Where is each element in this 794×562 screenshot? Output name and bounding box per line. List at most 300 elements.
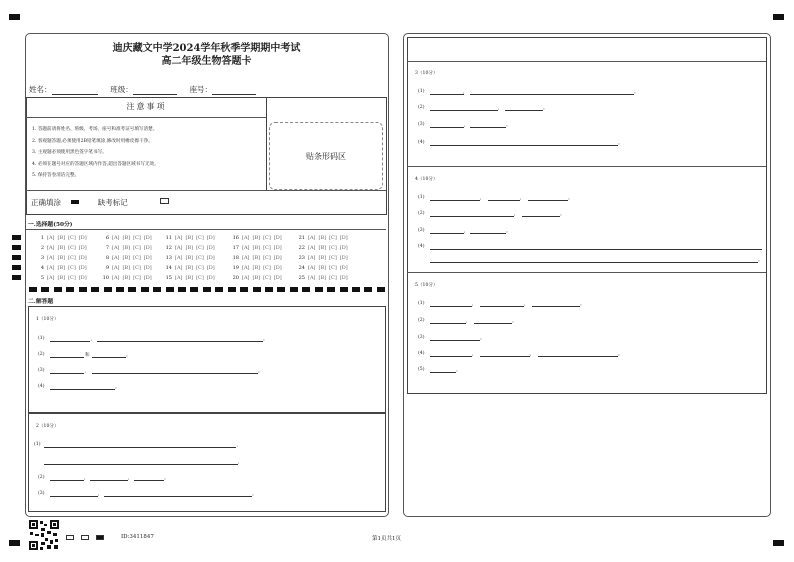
choice-bubble[interactable]: [C] [133,235,141,241]
question-number: 3 [40,255,44,261]
q4-answer-line[interactable] [430,233,464,234]
q5-line1-label: (1) [418,301,425,306]
choice-row [101,273,152,283]
choice-bubble[interactable]: [C] [196,235,204,241]
choice-bubble[interactable]: [A] [112,265,120,271]
punct: ， [238,460,243,465]
choice-bubble[interactable]: [B] [185,245,194,251]
choice-column [297,233,348,283]
timing-mark [166,287,174,292]
choice-bubble[interactable]: [C] [263,235,271,241]
q4-line2-label: (2) [418,211,425,216]
timing-mark [79,287,87,292]
q1-answer-line[interactable] [92,357,126,358]
choice-bubble[interactable]: [B] [252,235,261,241]
question-number: 10 [102,275,109,281]
choice-bubble[interactable]: [A] [47,255,55,261]
q2-answer-line[interactable] [134,480,164,481]
q1-line4-label: (4) [38,384,45,389]
q3-answer-line[interactable] [470,94,634,95]
choice-bubble[interactable]: [A] [47,235,55,241]
q3-answer-line[interactable] [430,145,618,146]
choice-bubble[interactable]: [C] [329,275,337,281]
choice-bubble[interactable]: [C] [263,275,271,281]
q2-line1-label: (1) [34,442,41,447]
q1-line2-label: (2) [38,352,45,357]
choice-bubble[interactable]: [A] [47,265,55,271]
question-number: 19 [232,265,239,271]
choice-bubble[interactable]: [D] [273,245,282,251]
q1-answer-line[interactable] [50,373,84,374]
timing-mark [116,287,124,292]
timing-mark [41,287,49,292]
choice-row [101,243,152,253]
q4-answer-line[interactable] [488,200,520,201]
row-mark [12,255,21,260]
q5-line3-label: (3) [418,335,425,340]
choice-bubble[interactable]: [D] [143,235,152,241]
notice-title: 注意事项 [126,102,167,111]
notice-item: 4. 必须在题号对应的答题区域内作答,超出答题区域书写无效。 [32,161,159,167]
choice-row [231,233,282,243]
notice-item: 1. 答题前请将姓名、班级、考场、座号和准考证号填写清楚。 [32,127,158,132]
choice-row [36,233,87,243]
choice-bubble[interactable]: [D] [78,275,87,281]
choice-bubble[interactable]: [A] [242,245,250,251]
choice-bubble[interactable]: [D] [206,265,215,271]
choice-column [231,233,282,283]
q2-answer-line[interactable] [50,480,84,481]
timing-mark [178,287,186,292]
choice-bubble[interactable]: [D] [78,245,87,251]
choice-bubble[interactable]: [D] [339,235,348,241]
q5-answer-line[interactable] [430,323,466,324]
q5-line4-label: (4) [418,351,425,356]
choice-bubble[interactable]: [A] [175,255,183,261]
choice-bubble[interactable]: [C] [133,255,141,261]
punct: 。 [758,258,763,263]
q4-line1-label: (1) [418,195,425,200]
timing-mark [141,287,149,292]
barcode-area [269,122,383,190]
choice-bubble[interactable]: [B] [318,245,327,251]
choice-row [36,243,87,253]
choice-bubble[interactable]: [C] [196,265,204,271]
row-mark [12,235,21,240]
punct: ， [498,106,503,111]
q4-answer-line[interactable] [522,216,560,217]
q4-answer-line[interactable] [430,216,514,217]
choice-bubble[interactable]: [D] [78,235,87,241]
student-info-row [29,84,256,95]
section1-divider [26,229,386,230]
punct: 。 [164,476,169,481]
choice-bubble[interactable]: [A] [308,245,316,251]
class-field[interactable] [133,86,177,95]
choice-bubble[interactable]: [A] [112,245,120,251]
q2-answer-line[interactable] [44,464,238,465]
q1-answer-line[interactable] [97,341,263,342]
choice-bubble[interactable]: [B] [57,275,66,281]
choice-row [101,253,152,263]
notice-item: 3. 主观题必须使用黑色签字笔书写。 [32,150,107,156]
question-number: 2 [40,245,44,251]
absent-mark-label: 缺考标记 [97,198,128,207]
choice-bubble[interactable]: [A] [175,245,183,251]
timing-mark [327,287,335,292]
barcode-label: 贴条形码区 [306,151,346,161]
q4-answer-line[interactable] [430,249,762,250]
choice-bubble[interactable]: [B] [122,275,131,281]
q1-line1-label: (1) [38,336,45,341]
timing-mark [104,287,112,292]
q4-answer-line[interactable] [430,200,480,201]
q3-line3-label: (3) [418,122,425,127]
choice-row [164,243,215,253]
punct: 。 [506,123,511,128]
punct: 。 [126,353,131,358]
choice-bubble[interactable]: [C] [196,275,204,281]
q2-line3-label: (3) [38,491,45,496]
registration-mark [9,14,20,20]
q3-answer-line[interactable] [505,110,543,111]
timing-mark [190,287,198,292]
question-number: 4 [40,265,44,271]
section1-title: 一.选择题(50分) [28,222,73,228]
choice-bubble[interactable]: [C] [263,265,271,271]
choice-bubble[interactable]: [C] [329,235,337,241]
choice-bubble[interactable]: [B] [318,235,327,241]
choice-bubble[interactable]: [C] [263,255,271,261]
choice-bubble[interactable]: [B] [57,235,66,241]
choice-bubble[interactable]: [C] [68,275,76,281]
q5-answer-line[interactable] [538,356,618,357]
punct: 。 [568,196,573,201]
q2-line2-label: (2) [38,475,45,480]
punct: 。 [560,212,565,217]
q4-answer-line[interactable] [430,262,758,263]
question-number: 20 [232,275,239,281]
q5-answer-line[interactable] [430,306,472,307]
q1-answer-line[interactable] [50,357,84,358]
choice-column [101,233,152,283]
row-mark [12,265,21,270]
q4-answer-line[interactable] [528,200,568,201]
choice-bubble[interactable]: [D] [206,275,215,281]
choice-row [297,273,348,283]
choice-row [297,243,348,253]
q2-answer-line[interactable] [50,496,98,497]
choice-bubble[interactable]: [D] [206,235,215,241]
footer-box-filled [96,535,104,540]
timing-mark [240,287,248,292]
question-number: 8 [105,255,109,261]
q2-answer-line[interactable] [44,447,236,448]
choice-bubble[interactable]: [C] [329,255,337,261]
choice-column [36,233,87,283]
notice-list [32,124,159,182]
question-number: 11 [165,235,172,241]
notice-title-divider [26,117,266,118]
q3-answer-line[interactable] [430,94,464,95]
choice-bubble[interactable]: [D] [78,265,87,271]
timing-mark [277,287,285,292]
q4-answer-line[interactable] [470,233,506,234]
question-number: 6 [105,235,109,241]
q1-answer-line[interactable] [92,373,258,374]
punct: 。 [258,369,263,374]
choice-bubble[interactable]: [A] [308,275,316,281]
question-number: 16 [232,235,239,241]
question-number: 15 [165,275,172,281]
punct: 。 [263,337,268,342]
q4-line3-label: (3) [418,228,425,233]
q5-head: 5（10分） [415,283,438,288]
choice-bubble[interactable]: [B] [122,255,131,261]
timing-mark [29,287,37,292]
punct: ， [524,302,529,307]
choice-bubble[interactable]: [A] [308,255,316,261]
choice-bubble[interactable]: [B] [252,275,261,281]
choice-bubble[interactable]: [B] [185,255,194,261]
seat-label: 座号： [189,85,213,94]
timing-mark [290,287,298,292]
choice-bubble[interactable]: [A] [242,235,250,241]
choice-bubble[interactable]: [B] [318,255,327,261]
q5-answer-line[interactable] [430,356,472,357]
choice-row [36,253,87,263]
punct: ， [464,123,469,128]
choice-bubble[interactable]: [A] [242,265,250,271]
correct-fill-sample [71,200,79,204]
choice-bubble[interactable]: [A] [112,255,120,261]
q2-answer-line[interactable] [90,480,128,481]
q3-answer-line[interactable] [430,127,464,128]
q5-answer-line[interactable] [474,323,512,324]
row-mark [12,245,21,250]
section2-title: 二.解答题 [28,299,54,305]
choice-column [164,233,215,283]
choice-bubble[interactable]: [B] [122,245,131,251]
punct: ， [84,476,89,481]
notice-item: 2. 客观题答题,必须使用2B铅笔填涂,修改时用橡皮擦干净。 [32,138,153,144]
punct: ， [466,319,471,324]
choice-bubble[interactable]: [A] [308,235,316,241]
choice-row [101,263,152,273]
q2-box [28,412,386,512]
timing-mark [352,287,360,292]
q1-line3-label: (3) [38,368,45,373]
choice-bubble[interactable]: [D] [339,245,348,251]
choice-bubble[interactable]: [B] [57,265,66,271]
q4-head: 4（10分） [415,177,438,182]
choice-bubble[interactable]: [D] [143,255,152,261]
choice-bubble[interactable]: [D] [273,235,282,241]
choice-bubble[interactable]: [C] [133,245,141,251]
choice-bubble[interactable]: [C] [68,235,76,241]
choice-bubble[interactable]: [C] [196,255,204,261]
name-label: 姓名： [29,85,52,94]
choice-bubble[interactable]: [D] [273,255,282,261]
choice-row [231,263,282,273]
choice-bubble[interactable]: [C] [133,275,141,281]
choice-bubble[interactable]: [C] [133,265,141,271]
q5-line5-label: (5) [418,367,425,372]
question-number: 21 [298,235,305,241]
punct: ， [472,302,477,307]
q3-line4-label: (4) [418,140,425,145]
choice-bubble[interactable]: [D] [339,265,348,271]
choice-bubble[interactable]: [C] [68,265,76,271]
punct: 。 [618,352,623,357]
choice-bubble[interactable]: [C] [68,255,76,261]
choice-bubble[interactable]: [D] [339,255,348,261]
timing-mark [340,287,348,292]
choice-bubble[interactable]: [C] [329,265,337,271]
choice-bubble[interactable]: [B] [318,265,327,271]
choice-row [101,233,152,243]
timing-mark [364,287,372,292]
q5-answer-line[interactable] [480,356,530,357]
page-number: 第1页共1页 [372,536,401,542]
exam-title: 迪庆藏文中学2024学年秋季学期期中考试 [112,43,301,54]
choice-row [164,263,215,273]
seat-field[interactable] [212,86,256,95]
choice-bubble[interactable]: [B] [185,235,194,241]
footer-box [81,535,89,540]
question-number: 12 [165,245,172,251]
choice-bubble[interactable]: [D] [143,265,152,271]
punct: ， [91,337,96,342]
punct: 。 [252,492,257,497]
q5-answer-line[interactable] [532,306,580,307]
choice-bubble[interactable]: [C] [329,245,337,251]
q4-line4-label: (4) [418,244,425,249]
choice-row [164,273,215,283]
choice-bubble[interactable]: [B] [252,255,261,261]
q1-head: 1（10分） [36,317,59,322]
choice-bubble[interactable]: [A] [175,235,183,241]
choice-bubble[interactable]: [B] [252,245,261,251]
q5-answer-line[interactable] [430,372,456,373]
choice-bubble[interactable]: [D] [273,275,282,281]
right-divider [407,272,766,273]
choice-row [297,263,348,273]
question-number: 5 [40,275,44,281]
absent-mark-checkbox[interactable] [160,198,169,204]
timing-mark [228,287,236,292]
choice-bubble[interactable]: [D] [206,255,215,261]
punct: ， [128,476,133,481]
choice-bubble[interactable]: [A] [242,275,250,281]
choice-bubble[interactable]: [B] [185,275,194,281]
q3-answer-line[interactable] [470,127,506,128]
question-number: 18 [232,255,239,261]
timing-mark [128,287,136,292]
choice-bubble[interactable]: [A] [112,275,120,281]
choice-bubble[interactable]: [D] [273,265,282,271]
choice-bubble[interactable]: [D] [206,245,215,251]
registration-mark [9,540,20,546]
choice-bubble[interactable]: [B] [252,265,261,271]
notice-bottom-divider [26,190,386,191]
choice-bubble[interactable]: [B] [57,255,66,261]
punct: 。 [580,302,585,307]
punct: ， [85,369,90,374]
choice-bubble[interactable]: [D] [143,275,152,281]
question-number: 9 [105,265,109,271]
question-number: 14 [165,265,172,271]
footer-box [66,535,74,540]
choice-row [231,253,282,263]
notice-item: 5. 保持答卷清洁完整。 [32,173,80,179]
question-number: 13 [165,255,172,261]
timing-mark [66,287,74,292]
punct: 。 [480,336,485,341]
choice-bubble[interactable]: [A] [47,275,55,281]
right-divider [407,61,766,62]
punct: 。 [543,106,548,111]
q3-line2-label: (2) [418,105,425,110]
choice-row [36,263,87,273]
timing-mark [203,287,211,292]
timing-mark [153,287,161,292]
punct: ， [472,352,477,357]
sheet-title: 高二年级生物答题卡 [161,56,252,67]
choice-bubble[interactable]: [B] [122,265,131,271]
choice-bubble[interactable]: [D] [78,255,87,261]
question-number: 22 [298,245,305,251]
q2-head: 2（10分） [36,424,59,429]
choice-row [164,253,215,263]
choice-bubble[interactable]: [B] [185,265,194,271]
registration-mark [773,540,784,546]
choice-bubble[interactable]: [C] [263,245,271,251]
question-number: 24 [298,265,305,271]
choice-bubble[interactable]: [C] [196,245,204,251]
timing-mark [253,287,261,292]
punct: 。 [634,90,639,95]
question-number: 1 [40,235,44,241]
choice-row [231,243,282,253]
choice-bubble[interactable]: [C] [68,245,76,251]
choice-bubble[interactable]: [A] [308,265,316,271]
choice-bubble[interactable]: [A] [175,275,183,281]
name-field[interactable] [52,86,98,95]
q2-answer-line[interactable] [104,496,252,497]
choice-bubble[interactable]: [D] [339,275,348,281]
choice-bubble[interactable]: [A] [175,265,183,271]
choice-row [36,273,87,283]
q1-answer-line[interactable] [50,341,90,342]
choice-bubble[interactable]: [A] [242,255,250,261]
q5-answer-line[interactable] [430,340,480,341]
choice-bubble[interactable]: [A] [112,235,120,241]
punct: ， [520,196,525,201]
choice-bubble[interactable]: [B] [122,235,131,241]
class-label: 班级： [110,85,133,94]
choice-bubble[interactable]: [A] [47,245,55,251]
q5-answer-line[interactable] [480,306,524,307]
q5-line2-label: (2) [418,318,425,323]
choice-bubble[interactable]: [B] [318,275,327,281]
choice-bubble[interactable]: [B] [57,245,66,251]
q1-answer-line[interactable] [50,389,115,390]
timing-mark [91,287,99,292]
choice-bubble[interactable]: [D] [143,245,152,251]
punct: 。 [618,141,623,146]
q3-answer-line[interactable] [430,110,498,111]
